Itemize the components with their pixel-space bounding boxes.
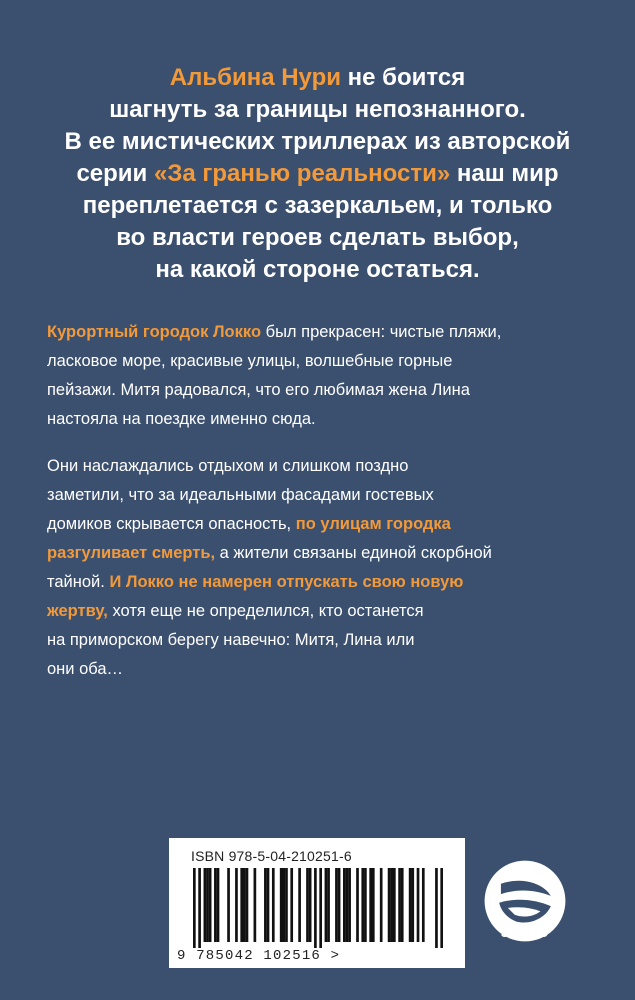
text-line bbox=[47, 626, 597, 655]
barcode-bar bbox=[346, 868, 349, 942]
barcode-bar bbox=[343, 868, 346, 942]
barcode-bar bbox=[409, 868, 412, 942]
barcode-bar bbox=[267, 868, 270, 942]
text-span: шагнуть за границы непознанного. bbox=[109, 96, 526, 123]
text-line bbox=[40, 94, 595, 126]
barcode-bar bbox=[327, 868, 330, 942]
barcode-bar bbox=[319, 868, 322, 948]
barcode-bar bbox=[243, 868, 246, 942]
barcode-panel bbox=[169, 838, 465, 968]
text-line bbox=[47, 405, 597, 434]
barcode-bar bbox=[254, 868, 257, 942]
text-span: они оба… bbox=[47, 660, 124, 678]
text-line bbox=[47, 539, 597, 568]
text-line bbox=[40, 126, 595, 158]
barcode-bar bbox=[204, 868, 207, 942]
barcode-bar bbox=[440, 868, 443, 948]
barcode-bar bbox=[398, 868, 401, 942]
highlighted-text: Альбина Нури bbox=[169, 64, 341, 91]
text-span: хотя еще не определился, кто останется bbox=[107, 602, 424, 620]
text-span: Они наслаждались отдыхом и слишком поздно bbox=[47, 457, 409, 475]
text-span: ласковое море, красивые улицы, волшебные горные bbox=[47, 352, 453, 370]
barcode-bar bbox=[280, 868, 283, 942]
text-line bbox=[40, 190, 595, 222]
barcode-bar bbox=[338, 868, 341, 942]
isbn-label: ISBN 978-5-04-210251-6 bbox=[191, 848, 352, 864]
barcode-bar bbox=[390, 868, 393, 942]
text-span: домиков скрывается опасность, bbox=[47, 515, 296, 533]
barcode-bar bbox=[388, 868, 391, 942]
barcode-bar bbox=[361, 868, 364, 942]
highlighted-text: по улицам городка bbox=[295, 515, 451, 533]
text-span: настояла на поездке именно сюда. bbox=[47, 410, 316, 428]
barcode-bar bbox=[356, 868, 359, 942]
text-span: переплетается с зазеркальем, и только bbox=[82, 192, 553, 219]
text-line bbox=[47, 318, 597, 347]
text-line bbox=[40, 158, 595, 190]
text-span: на приморском берегу навечно: Митя, Лина или bbox=[47, 631, 415, 649]
synopsis-paragraph-2 bbox=[47, 452, 597, 684]
text-span: во власти героев сделать выбор, bbox=[116, 224, 519, 251]
barcode-bar bbox=[217, 868, 220, 942]
barcode-bar bbox=[335, 868, 338, 942]
highlighted-text: «За гранью реальности» bbox=[153, 160, 451, 187]
barcode-digits: 9 785042 102516 > bbox=[177, 948, 341, 964]
text-line bbox=[47, 597, 597, 626]
barcode-bar bbox=[290, 868, 293, 942]
barcode-icon bbox=[193, 868, 443, 948]
barcode-bar bbox=[227, 868, 230, 942]
text-span: серии bbox=[76, 160, 154, 187]
barcode-bar bbox=[206, 868, 209, 942]
barcode-bar bbox=[235, 868, 238, 942]
text-span: на какой стороне остаться. bbox=[155, 256, 480, 283]
text-line bbox=[40, 62, 595, 94]
barcode-bar bbox=[380, 868, 383, 942]
publisher-name: ЭКСМО bbox=[500, 926, 550, 940]
text-line bbox=[40, 254, 595, 286]
barcode-bar bbox=[417, 868, 420, 942]
text-line bbox=[47, 376, 597, 405]
barcode-bar bbox=[393, 868, 396, 942]
barcode-bar bbox=[214, 868, 217, 942]
synopsis-paragraph-1 bbox=[47, 318, 597, 434]
barcode-bar bbox=[325, 868, 328, 942]
barcode-bar bbox=[401, 868, 404, 942]
barcode-bar bbox=[282, 868, 285, 942]
text-span: тайной. bbox=[47, 573, 110, 591]
barcode-bar bbox=[298, 868, 301, 942]
text-line bbox=[47, 655, 597, 684]
text-line bbox=[47, 510, 597, 539]
barcode-bar bbox=[240, 868, 243, 942]
barcode-bar bbox=[435, 868, 438, 948]
barcode-bar bbox=[198, 868, 201, 948]
barcode-bar bbox=[348, 868, 351, 942]
text-span: не боится bbox=[340, 64, 466, 91]
highlighted-text: разгуливает смерть, bbox=[47, 544, 216, 562]
text-line bbox=[40, 222, 595, 254]
text-span: В ее мистических триллерах из авторской bbox=[64, 128, 571, 155]
text-line bbox=[47, 347, 597, 376]
barcode-bar bbox=[209, 868, 212, 942]
barcode-bar bbox=[264, 868, 267, 942]
highlighted-text: И Локко не намерен отпускать свою новую bbox=[109, 573, 464, 591]
highlighted-text: Курортный городок Локко bbox=[47, 323, 262, 341]
barcode-bar bbox=[422, 868, 425, 942]
series-intro bbox=[40, 62, 595, 286]
barcode-bar bbox=[369, 868, 372, 942]
text-line bbox=[47, 568, 597, 597]
text-span: был прекрасен: чистые пляжи, bbox=[261, 323, 502, 341]
text-span: наш мир bbox=[450, 160, 559, 187]
text-line bbox=[47, 452, 597, 481]
barcode-bar bbox=[272, 868, 275, 942]
text-line bbox=[47, 481, 597, 510]
barcode-bar bbox=[306, 868, 309, 942]
text-span: пейзажи. Митя радовался, что его любимая жена Лина bbox=[47, 381, 470, 399]
text-span: а жители связаны единой скорбной bbox=[215, 544, 492, 562]
barcode-bar bbox=[411, 868, 414, 942]
barcode-bar bbox=[193, 868, 196, 948]
highlighted-text: жертву, bbox=[47, 602, 108, 620]
text-span: заметили, что за идеальными фасадами гостевых bbox=[47, 486, 434, 504]
barcode-bar bbox=[314, 868, 317, 948]
barcode-bar bbox=[372, 868, 375, 942]
barcode-bar bbox=[309, 868, 312, 942]
barcode-bar bbox=[246, 868, 249, 942]
barcode-bar bbox=[364, 868, 367, 942]
barcode-bar bbox=[285, 868, 288, 942]
